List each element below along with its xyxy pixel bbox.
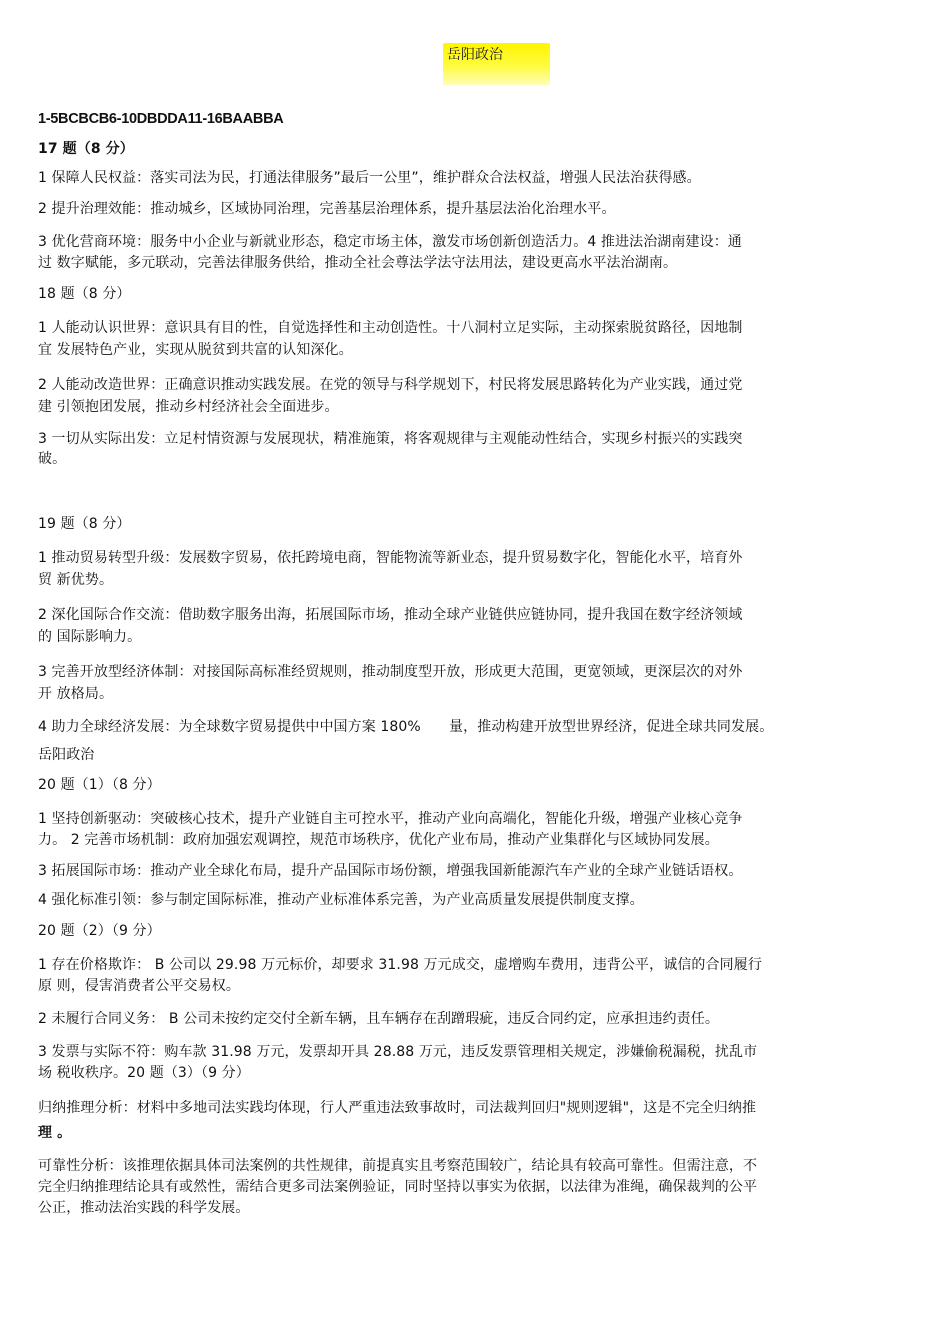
q18-point-1-line-1: 1 人能动认识世界：意识具有目的性，自觉选择性和主动创造性。十八洞村立足实际，主动探索脱贫路径，因地制 xyxy=(38,320,743,336)
q17-point-2: 2 提升治理效能：推动城乡，区域协同治理，完善基层治理体系，提升基层法治化治理水平。 xyxy=(38,201,616,217)
q17-heading: 17 题（8 分） xyxy=(38,141,134,157)
q20-2-point-3-line-1: 3 发票与实际不符：购车款 31.98 万元，发票却开具 28.88 万元，违反发票管理相关规定，涉嫌偷税漏税，扰乱市 xyxy=(38,1044,758,1060)
q19-point-3-line-1: 3 完善开放型经济体制：对接国际高标准经贸规则，推动制度型开放，形成更大范围，更宽领域，更深层次的对外 xyxy=(38,664,743,680)
q20-3-reliability-line-2: 完全归纳推理结论具有或然性，需结合更多司法案例验证，同时坚持以事实为依据，以法律为准绳，确保裁判的公平 xyxy=(38,1179,758,1195)
q18-point-2-line-1: 2 人能动改造世界：正确意识推动实践发展。在党的领导与科学规划下，村民将发展思路转化为产业实践，通过党 xyxy=(38,377,743,393)
q20-3-reliability-line-1: 可靠性分析：该推理依据具体司法案例的共性规律，前提真实且考察范围较广，结论具有较高可靠性。但需注意，不 xyxy=(38,1158,758,1174)
q19-point-3-line-2: 开 放格局。 xyxy=(38,686,114,702)
q20-2-heading: 20 题（2）（9 分） xyxy=(38,923,161,939)
q20-1-point-4: 4 强化标准引领：参与制定国际标准，推动产业标准体系完善，为产业高质量发展提供制度支撑。 xyxy=(38,892,644,908)
q19-point-1-line-2: 贸 新优势。 xyxy=(38,572,114,588)
q19-point-2-line-2: 的 国际影响力。 xyxy=(38,629,142,645)
q19-point-1-line-1: 1 推动贸易转型升级：发展数字贸易，依托跨境电商，智能物流等新业态，提升贸易数字化，智能化水平，培育外 xyxy=(38,550,743,566)
q20-1-point-3: 3 拓展国际市场：推动产业全球化布局，提升产品国际市场份额，增强我国新能源汽车产业的全球产业链话语权。 xyxy=(38,863,743,879)
q20-3-reliability-line-3: 公正，推动法治实践的科学发展。 xyxy=(38,1200,250,1216)
q20-1-point-1-line-2: 力。 2 完善市场机制：政府加强宏观调控，规范市场秩序，优化产业布局，推动产业集群化与区域协同发展。 xyxy=(38,832,719,848)
q19-heading: 19 题（8 分） xyxy=(38,516,131,532)
q20-2-point-1-line-2: 原 则，侵害消费者公平交易权。 xyxy=(38,978,240,994)
q17-point-3-line-2: 过 数字赋能，多元联动，完善法律服务供给，推动全社会尊法学法守法用法，建设更高水平法治湖南。 xyxy=(38,255,678,271)
q18-point-1-line-2: 宜 发展特色产业，实现从脱贫到共富的认知深化。 xyxy=(38,342,353,358)
answer-key: 1-5BCBCB6-10DBDDA11-16BAABBA xyxy=(38,111,284,127)
q18-point-3-line-1: 3 一切从实际出发：立足村情资源与发展现状，精准施策，将客观规律与主观能动性结合，实现乡村振兴的实践突 xyxy=(38,431,743,447)
q17-point-3-line-1: 3 优化营商环境：服务中小企业与新就业形态，稳定市场主体，激发市场创新创造活力。4 推进法治湖南建设：通 xyxy=(38,234,742,250)
q20-2-point-2: 2 未履行合同义务： B 公司未按约定交付全新车辆，且车辆存在刮蹭瑕疵，违反合同约定，应承担违约责任。 xyxy=(38,1011,719,1027)
q19-point-2-line-1: 2 深化国际合作交流：借助数字服务出海，拓展国际市场，推动全球产业链供应链协同，提升我国在数字经济领域 xyxy=(38,607,743,623)
q18-point-2-line-2: 建 引领抱团发展，推动乡村经济社会全面进步。 xyxy=(38,399,339,415)
q17-point-1: 1 保障人民权益：落实司法为民，打通法律服务”最后一公里”，维护群众合法权益，增强人民法治获得感。 xyxy=(38,170,701,186)
q18-heading: 18 题（8 分） xyxy=(38,286,131,302)
q20-1-heading: 20 题（1）（8 分） xyxy=(38,777,161,793)
q18-point-3-line-2: 破。 xyxy=(38,451,67,467)
q20-3-induction-line-2: 理 。 xyxy=(38,1125,72,1141)
section-title-repeat: 岳阳政治 xyxy=(38,747,95,763)
page-title: 岳阳政治 xyxy=(447,47,503,63)
q20-1-point-1-line-1: 1 坚持创新驱动：突破核心技术，提升产业链自主可控水平，推动产业向高端化，智能化升级，增强产业核心竞争 xyxy=(38,811,743,827)
q20-3-induction-line-1: 归纳推理分析：材料中多地司法实践均体现，行人严重违法致事故时，司法裁判回归"规则逻辑"，这是不完全归纳推 xyxy=(38,1100,757,1116)
q19-point-4: 4 助力全球经济发展：为全球数字贸易提供中中国方案 180% 量，推动构建开放型世界经济，促进全球共同发展。 xyxy=(38,719,774,735)
q20-2-point-1-line-1: 1 存在价格欺诈： B 公司以 29.98 万元标价，却要求 31.98 万元成交，虚增购车费用，违背公平，诚信的合同履行 xyxy=(38,957,762,973)
q20-2-point-3-line-2: 场 税收秩序。20 题（3）（9 分） xyxy=(38,1065,250,1081)
